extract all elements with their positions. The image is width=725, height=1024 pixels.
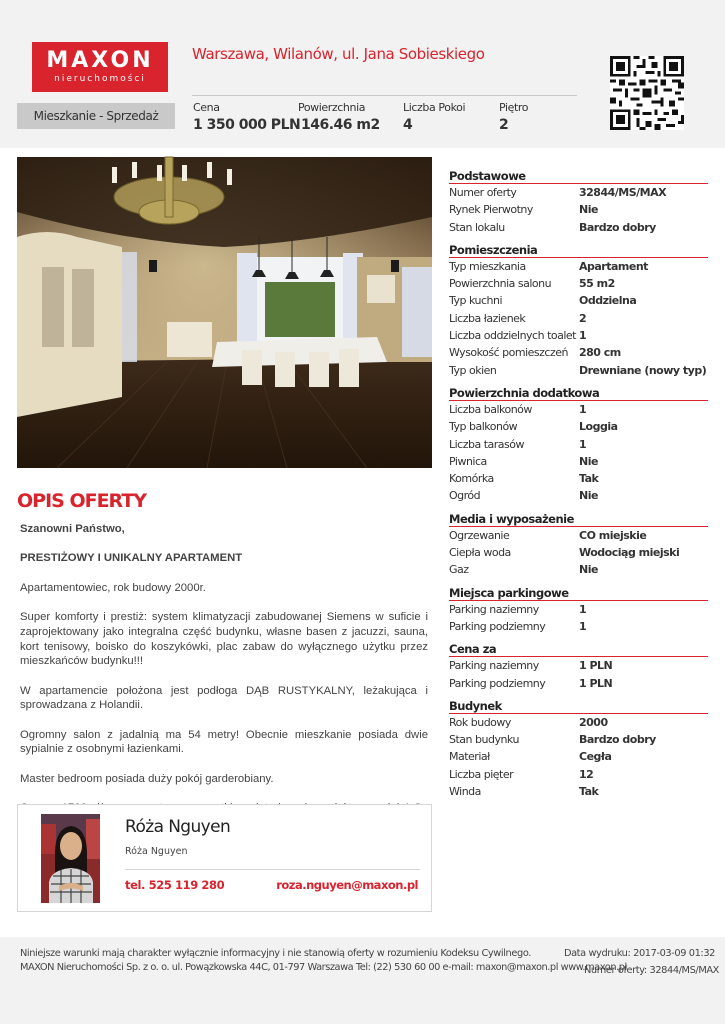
param-value: Nie: [579, 454, 598, 468]
param-value: Wodociąg miejski: [579, 546, 680, 560]
param-label: Typ kuchni: [449, 294, 503, 308]
param-label: Winda: [449, 785, 481, 799]
param-label: Liczba oddzielnych toalet: [449, 329, 576, 343]
param-row: [449, 401, 708, 418]
property-photo[interactable]: [17, 157, 432, 468]
param-value: Oddzielna: [579, 294, 637, 308]
param-value: 1: [579, 619, 587, 633]
param-row: [449, 327, 708, 344]
param-label: Komórka: [449, 472, 494, 486]
param-row: [449, 310, 708, 327]
description-title: OPIS OFERTY: [17, 490, 147, 512]
param-value: Tak: [579, 472, 599, 486]
param-label: Typ balkonów: [449, 420, 518, 434]
stat-rooms: [403, 101, 465, 133]
param-label: Liczba tarasów: [449, 437, 525, 451]
param-row: [449, 766, 708, 783]
param-label: Ciepła woda: [449, 546, 511, 560]
stat-value: 4: [403, 117, 413, 133]
param-row: [449, 618, 708, 635]
section-title: Podstawowe: [449, 168, 708, 184]
param-value: 1: [579, 602, 587, 616]
param-row: [449, 487, 708, 504]
property-address: Warszawa, Wilanów, ul. Jana Sobieskiego: [192, 45, 485, 63]
param-value: Nie: [579, 203, 598, 217]
param-label: Ogród: [449, 489, 481, 503]
param-value: 280 cm: [579, 346, 621, 360]
footer: [0, 937, 725, 1024]
param-label: Parking naziemny: [449, 602, 539, 616]
header-divider: [192, 95, 577, 96]
param-label: Ogrzewanie: [449, 528, 510, 542]
param-row: [449, 783, 708, 800]
footer-company-info: MAXON Nieruchomości Sp. z o. o. ul. Powązkowska 44C, 01-797 Warszawa Tel: (22) 530 60 00 e-mail: maxon@maxon.pl www.maxon.pl: [20, 962, 627, 973]
param-row: [449, 527, 708, 544]
stat-label: Liczba Pokoi: [403, 101, 466, 114]
param-value: Bardzo dobry: [579, 733, 656, 747]
section-title: Pomieszczenia: [449, 242, 708, 258]
param-row: [449, 731, 708, 748]
header: [0, 0, 725, 148]
param-value: Apartament: [579, 259, 648, 273]
footer-offer-number: Numer oferty: 32844/MS/MAX: [584, 965, 719, 976]
param-label: Parking podziemny: [449, 619, 546, 633]
param-value: Nie: [579, 489, 598, 503]
section-title: Miejsca parkingowe: [449, 585, 708, 601]
param-row: [449, 561, 708, 578]
stat-label: Powierzchnia: [298, 101, 366, 114]
param-row: [449, 275, 708, 292]
param-value: CO miejskie: [579, 528, 647, 542]
agent-name: Róża Nguyen: [125, 817, 231, 837]
param-label: Rok budowy: [449, 715, 511, 729]
logo-main-text: MAXON: [46, 48, 154, 73]
description-paragraph: Ogromny salon z jadalnią ma 54 metry! Obecnie mieszkanie posiada dwie sypialnie z osobnymi łazienkami.: [20, 728, 428, 756]
stat-value: 1 350 000 PLN: [193, 117, 301, 133]
agent-card: [17, 804, 432, 912]
param-row: [449, 201, 708, 218]
param-value: 12: [579, 767, 594, 781]
param-row: [449, 714, 708, 731]
param-label: Wysokość pomieszczeń: [449, 346, 568, 360]
param-label: Stan lokalu: [449, 220, 505, 234]
property-parameters: [449, 168, 708, 800]
maxon-logo[interactable]: [32, 42, 168, 92]
param-row: [449, 470, 708, 487]
description-paragraph: Szanowni Państwo,: [20, 523, 125, 535]
param-value: 1 PLN: [579, 676, 613, 690]
param-row: [449, 544, 708, 561]
param-row: [449, 657, 708, 674]
param-label: Typ mieszkania: [449, 259, 526, 273]
agent-phone-link[interactable]: tel. 525 119 280: [125, 878, 225, 892]
description-paragraph: PRESTIŻOWY I UNIKALNY APARTAMENT: [20, 552, 243, 565]
description-paragraph: Master bedroom posiada duży pokój garderobiany.: [20, 772, 274, 785]
param-label: Stan budynku: [449, 733, 519, 747]
agent-email-link[interactable]: roza.nguyen@maxon.pl: [276, 878, 418, 892]
param-row: [449, 362, 708, 379]
param-label: Powierzchnia salonu: [449, 277, 552, 291]
section-title: Media i wyposażenie: [449, 511, 708, 527]
param-label: Liczba pięter: [449, 767, 514, 781]
qr-code-icon[interactable]: [610, 56, 684, 130]
param-label: Gaz: [449, 563, 469, 577]
stat-price: [193, 101, 300, 133]
param-label: Liczba balkonów: [449, 402, 532, 416]
description-paragraph: W apartamencie położona jest podłoga DĄB RUSTYKALNY, leżakująca i sprowadzana z Holandii.: [20, 684, 428, 712]
param-value: 1: [579, 329, 587, 343]
stat-floor: [499, 101, 528, 133]
agent-photo: [41, 814, 100, 903]
param-value: 55 m2: [579, 277, 615, 291]
stat-area: [298, 101, 380, 133]
param-label: Liczba łazienek: [449, 311, 526, 325]
agent-subname: Róża Nguyen: [125, 846, 188, 857]
param-row: [449, 184, 708, 201]
param-row: [449, 418, 708, 435]
param-row: [449, 601, 708, 618]
param-value: Cegła: [579, 750, 612, 764]
param-row: [449, 436, 708, 453]
section-title: Budynek: [449, 698, 708, 714]
param-row: [449, 748, 708, 765]
param-row: [449, 453, 708, 470]
description-paragraph: Super komforty i prestiż: system klimatyzacji zabudowanej Siemens w suficie i zaprojektowany jako integralna część budynku, własne basen z jacuzzi, sauna, kort tenisowy, boisko do koszykówki, plac zabaw do wyłącznego użytku przez mieszkańców budynku!!!: [20, 611, 428, 668]
param-label: Parking naziemny: [449, 659, 539, 673]
param-value: Bardzo dobry: [579, 220, 656, 234]
agent-divider: [125, 869, 420, 870]
param-row: [449, 344, 708, 361]
offer-type-badge: Mieszkanie - Sprzedaż: [17, 103, 175, 129]
description-paragraph: Apartamentowiec, rok budowy 2000r.: [20, 581, 206, 594]
param-value: 1: [579, 402, 587, 416]
param-row: [449, 219, 708, 236]
param-label: Rynek Pierwotny: [449, 203, 533, 217]
param-row: [449, 675, 708, 692]
param-label: Parking podziemny: [449, 676, 546, 690]
param-value: 2: [579, 311, 587, 325]
param-row: [449, 292, 708, 309]
param-value: 1 PLN: [579, 659, 613, 673]
stat-label: Piętro: [499, 101, 529, 114]
stat-value: 2: [499, 117, 509, 133]
section-title: Powierzchnia dodatkowa: [449, 385, 708, 401]
param-value: 2000: [579, 715, 608, 729]
param-value: Drewniane (nowy typ): [579, 363, 707, 377]
section-title: Cena za: [449, 641, 708, 657]
description-body: [20, 522, 428, 794]
param-label: Numer oferty: [449, 186, 517, 199]
footer-disclaimer: Niniejsze warunki mają charakter wyłącznie informacyjny i nie stanowią oferty w rozumieniu Kodeksu Cywilnego.: [20, 948, 531, 959]
param-value: 1: [579, 437, 587, 451]
param-label: Typ okien: [449, 363, 497, 377]
stat-value: 146.46 m2: [301, 117, 380, 133]
param-value: 32844/MS/MAX: [579, 186, 667, 199]
param-row: [449, 258, 708, 275]
param-value: Loggia: [579, 420, 618, 434]
param-value: Tak: [579, 785, 599, 799]
footer-print-date: Data wydruku: 2017-03-09 01:32: [563, 948, 715, 959]
param-label: Piwnica: [449, 454, 487, 468]
param-value: Nie: [579, 563, 598, 577]
param-label: Materiał: [449, 750, 490, 764]
stat-label: Cena: [193, 101, 220, 114]
logo-sub-text: nieruchomości: [54, 74, 146, 84]
